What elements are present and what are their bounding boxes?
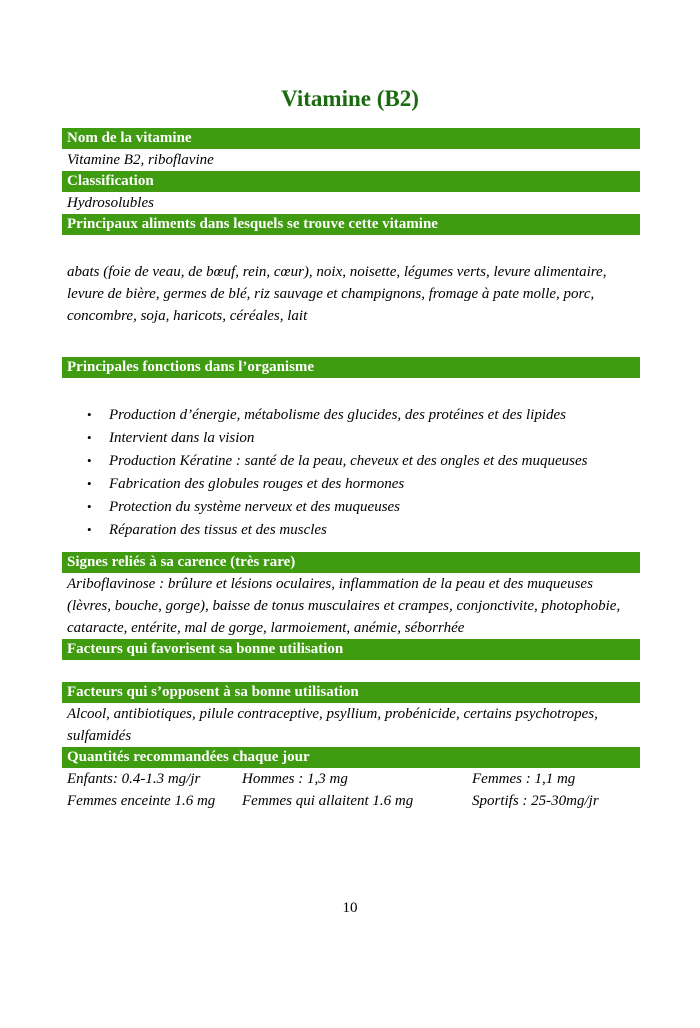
section-header-quantities: Quantités recommandées chaque jour (62, 747, 640, 768)
vitamin-name-value: Vitamine B2, riboflavine (67, 152, 214, 168)
bullet-icon: • (87, 476, 92, 491)
function-text: Production Kératine : santé de la peau, cheveux et des ongles et des muqueuses (109, 453, 588, 469)
section-header-name: Nom de la vitamine (62, 128, 640, 149)
bullet-icon: • (87, 522, 92, 537)
function-text: Réparation des tissus et des muscles (109, 522, 327, 538)
section-header-favoring: Facteurs qui favorisent sa bonne utilisation (62, 639, 640, 660)
opposing-value: Alcool, antibiotiques, pilule contraceptive, psyllium, probénicide, certains psychotropes, sulfamidés (67, 706, 598, 744)
quantity-cell: Hommes : 1,3 mg (242, 771, 348, 787)
page-number: 10 (342, 900, 358, 916)
bullet-icon: • (87, 430, 92, 445)
foods-value: abats (foie de veau, de bœuf, rein, cœur), noix, noisette, légumes verts, levure alimentaire, levure de bière, germes de blé, riz sauvage et champignons, fromage à pate molle, porc, concombre, soja, haricots, céréales, lait (67, 264, 607, 324)
quantity-cell: Femmes qui allaitent 1.6 mg (242, 793, 414, 809)
list-item (62, 404, 640, 426)
quantities-table (62, 768, 640, 812)
list-item (62, 450, 640, 472)
list-item (62, 519, 640, 541)
quantity-cell: Enfants: 0.4-1.3 mg/jr (67, 771, 201, 787)
classification-value: Hydrosolubles (67, 195, 154, 211)
function-text: Fabrication des globules rouges et des hormones (109, 476, 405, 492)
section-header-deficiency: Signes reliés à sa carence (très rare) (62, 552, 640, 573)
functions-list (62, 404, 640, 541)
list-item (62, 496, 640, 518)
quantity-cell: Femmes enceinte 1.6 mg (67, 793, 216, 809)
section-header-functions: Principales fonctions dans l’organisme (62, 357, 640, 378)
section-header-classification: Classification (62, 171, 640, 192)
vitamin-sheet (62, 128, 640, 812)
quantity-cell: Femmes : 1,1 mg (472, 771, 576, 787)
quantity-cell: Sportifs : 25-30mg/jr (472, 793, 599, 809)
function-text: Production d’énergie, métabolisme des glucides, des protéines et des lipides (109, 407, 566, 423)
bullet-icon: • (87, 499, 92, 514)
function-text: Intervient dans la vision (109, 430, 255, 446)
section-header-opposing: Facteurs qui s’opposent à sa bonne utilisation (62, 682, 640, 703)
bullet-icon: • (87, 453, 92, 468)
list-item (62, 473, 640, 495)
deficiency-value: Ariboflavinose : brûlure et lésions oculaires, inflammation de la peau et des muqueuses (lèvres, bouche, gorge), baisse de tonus musculaires et crampes, conjonctivite, photophobie, cataracte, entérite, mal de gorge, larmoiement, anémie, séborrhée (67, 576, 621, 636)
bullet-icon: • (87, 407, 92, 422)
function-text: Protection du système nerveux et des muqueuses (109, 499, 401, 515)
page-title: Vitamine (B2) (281, 86, 419, 111)
list-item (62, 427, 640, 449)
section-header-foods: Principaux aliments dans lesquels se trouve cette vitamine (62, 214, 640, 235)
